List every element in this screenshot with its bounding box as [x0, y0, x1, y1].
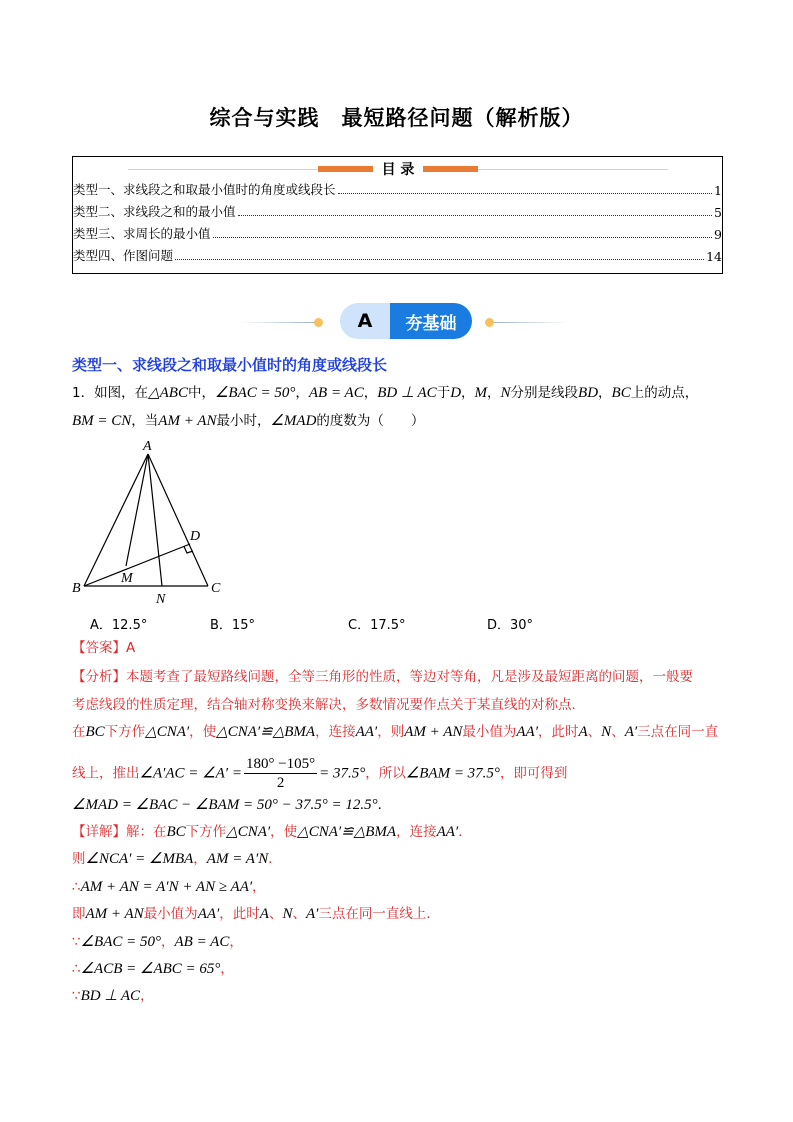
text-line — [72, 667, 693, 687]
math-expression: AB = AC — [308, 385, 364, 401]
math-expression: ∠ACB = ∠ABC = 65° — [80, 961, 221, 977]
badge-dot-left — [314, 318, 323, 327]
math-expression: M — [474, 385, 488, 401]
text-segment: ， — [598, 385, 612, 401]
math-expression: BD ⊥ AC — [80, 988, 141, 1004]
toc-leader-dots — [175, 259, 704, 260]
text-segment: ， — [252, 879, 266, 895]
math-expression: AA′ — [355, 724, 378, 740]
toc-item-page: 9 — [714, 227, 722, 242]
table-of-contents — [72, 156, 723, 274]
toc-heading: 目 录 — [373, 159, 423, 179]
text-segment: ． — [268, 851, 282, 867]
math-expression: BM = CN — [72, 413, 132, 429]
toc-item[interactable] — [73, 200, 722, 220]
math-expression: A — [578, 724, 588, 740]
text-segment: ， — [220, 961, 234, 977]
toc-item-label: 类型一、求线段之和取最小值时的角度或线段长 — [73, 182, 336, 197]
text-line — [72, 959, 234, 979]
text-line — [72, 695, 576, 715]
text-segment: 【答案】A — [72, 640, 136, 656]
math-expression: ∠BAM = 37.5° — [405, 765, 500, 782]
page-title: 综合与实践 最短路径问题（解析版） — [209, 106, 584, 130]
toc-item-label: 类型四、作图问题 — [73, 248, 174, 263]
text-segment: ，当 — [131, 413, 159, 429]
text-segment: ． — [458, 824, 472, 840]
math-expression: ∠BAC = 50° — [80, 934, 161, 950]
text-segment: 下方作 — [185, 824, 227, 840]
toc-item-page: 1 — [714, 183, 722, 198]
badge-dot-right — [485, 318, 494, 327]
text-segment: 中， — [187, 385, 215, 401]
badge-line-left — [240, 322, 315, 323]
text-line — [72, 986, 154, 1006]
triangle-figure — [70, 436, 240, 608]
text-segment: 则 — [72, 851, 86, 867]
toc-leader-dots — [338, 193, 713, 194]
text-line — [72, 755, 567, 792]
label-c: C — [211, 581, 221, 596]
label-d: D — [190, 529, 201, 544]
math-expression: N — [282, 906, 293, 922]
text-line — [72, 795, 391, 815]
text-segment: ∴ — [72, 961, 81, 977]
text-segment: ，使 — [189, 724, 217, 740]
badge-line-right — [494, 322, 569, 323]
math-expression: AM + AN — [404, 724, 463, 740]
math-expression: AM + AN — [158, 413, 217, 429]
toc-item-page: 5 — [714, 205, 722, 220]
text-line — [72, 411, 424, 431]
math-expression: = 37.5° — [319, 765, 366, 782]
text-segment: ． — [377, 797, 392, 813]
text-segment: 、 — [268, 906, 283, 922]
text-segment: ，则 — [377, 724, 405, 740]
math-expression: D — [450, 385, 462, 401]
math-expression: ∠A′AC = ∠A′ = — [139, 765, 242, 782]
badge-letter: A — [340, 303, 390, 339]
text-segment: 即 — [72, 906, 86, 922]
math-expression: ∠MAD = ∠BAC − ∠BAM = 50° − 37.5° = 12.5° — [72, 797, 378, 813]
text-segment: 、 — [611, 724, 625, 740]
text-segment: 分别是线段 — [510, 385, 579, 401]
math-expression: A′ — [305, 906, 319, 922]
text-segment: ， — [161, 934, 175, 950]
math-expression: A′ — [624, 724, 638, 740]
toc-item-label: 类型二、求线段之和的最小值 — [73, 204, 236, 219]
toc-item-label: 类型三、求周长的最小值 — [73, 226, 211, 241]
math-expression: BC — [166, 824, 186, 840]
math-expression: N — [500, 385, 511, 401]
toc-leader-dots — [238, 215, 713, 216]
toc-item[interactable] — [73, 244, 722, 264]
text-segment: ∴ — [72, 879, 81, 895]
text-segment: 、 — [292, 906, 306, 922]
option-c[interactable]: C．17.5° — [348, 618, 406, 633]
text-segment: 1．如图，在 — [72, 385, 149, 401]
fraction — [244, 755, 317, 792]
toc-item-page: 14 — [706, 249, 722, 264]
math-expression: AM + AN — [85, 906, 144, 922]
text-segment: ，即可得到 — [499, 765, 568, 782]
text-segment: ， — [229, 934, 243, 950]
option-b[interactable]: B．15° — [210, 618, 255, 633]
text-segment: ，连接 — [315, 724, 356, 740]
text-line — [72, 722, 718, 742]
label-m: M — [121, 571, 133, 586]
text-segment: ，连接 — [396, 824, 437, 840]
section-heading: 类型一、求线段之和取最小值时的角度或线段长 — [72, 356, 388, 374]
text-line — [72, 932, 243, 952]
option-a[interactable]: A．12.5° — [90, 618, 148, 633]
text-segment: 最小值为 — [462, 724, 517, 740]
text-segment: ∵ — [72, 934, 81, 950]
text-segment: 最小值为 — [143, 906, 198, 922]
math-expression: AA′ — [436, 824, 459, 840]
text-segment: 在 — [72, 724, 86, 740]
text-segment: ， — [461, 385, 475, 401]
text-segment: ， — [295, 385, 309, 401]
text-segment: 于 — [436, 385, 451, 401]
math-expression: ∠NCA′ = ∠MBA — [85, 851, 194, 867]
math-expression: BC — [611, 385, 631, 401]
math-expression: ∠MAD — [270, 413, 317, 429]
text-line — [72, 904, 440, 924]
label-a: A — [143, 439, 152, 454]
fraction-numerator: 180° −105° — [245, 756, 316, 772]
text-segment: 三点在同一直线上． — [318, 906, 440, 922]
text-line — [72, 638, 135, 658]
text-segment: 线上，推出 — [72, 765, 140, 782]
math-expression: A — [259, 906, 269, 922]
text-segment: 【分析】本题考查了最短路线问题，全等三角形的性质，等边对等角，凡是涉及最短距离的问题，一般要 — [72, 669, 693, 685]
math-expression: AA′ — [197, 906, 220, 922]
text-segment: 下方作 — [104, 724, 146, 740]
text-segment: ， — [140, 988, 154, 1004]
text-segment: 考虑线段的性质定理，结合轴对称变换来解决，多数情况要作点关于某直线的对称点. — [72, 697, 576, 713]
text-segment: 三点在同一直 — [637, 724, 719, 740]
math-expression: AM + AN = A′N + AN ≥ AA′ — [80, 879, 253, 895]
text-segment: 【详解】解：在 — [72, 824, 167, 840]
text-segment: 最小时， — [216, 413, 271, 429]
text-segment: ，所以 — [365, 765, 406, 782]
math-expression: AB = AC — [174, 934, 230, 950]
text-segment: 上的动点， — [630, 385, 699, 401]
text-segment: ，此时 — [538, 724, 579, 740]
math-expression: ∠BAC = 50° — [214, 385, 296, 401]
toc-bar-left — [318, 166, 373, 172]
badge-text: 夯基础 — [390, 303, 472, 339]
text-segment: 的度数为（ ） — [316, 413, 425, 429]
section-badge — [240, 303, 570, 341]
math-expression: AM = A′N — [206, 851, 269, 867]
option-d[interactable]: D．30° — [487, 618, 534, 633]
fraction-denominator: 2 — [276, 775, 285, 791]
label-b: B — [72, 581, 81, 596]
math-expression: N — [601, 724, 612, 740]
math-expression: BD — [578, 385, 599, 401]
toc-item[interactable] — [73, 178, 722, 198]
math-expression: △CNA′ — [145, 724, 190, 740]
math-expression: △CNA′ — [226, 824, 271, 840]
toc-item[interactable] — [73, 222, 722, 242]
math-expression: △ABC — [148, 385, 188, 401]
math-expression: △CNA′≌△BMA — [216, 724, 316, 740]
text-segment: ， — [363, 385, 378, 401]
math-expression: AA′ — [516, 724, 538, 740]
text-segment: ，此时 — [219, 906, 260, 922]
text-line — [72, 822, 472, 842]
text-line — [72, 383, 698, 403]
label-n: N — [156, 592, 166, 607]
text-segment: ， — [193, 851, 207, 867]
text-segment: 、 — [587, 724, 602, 740]
text-segment: ∵ — [72, 988, 81, 1004]
math-expression: BD ⊥ AC — [377, 385, 437, 401]
text-segment: ， — [487, 385, 501, 401]
toc-bar-right — [423, 166, 478, 172]
text-line — [72, 877, 266, 897]
text-line — [72, 849, 282, 869]
math-expression: BC — [85, 724, 105, 740]
badge-pill — [340, 303, 472, 339]
toc-leader-dots — [213, 237, 713, 238]
math-expression: △CNA′≌△BMA — [297, 824, 397, 840]
text-segment: ，使 — [270, 824, 298, 840]
